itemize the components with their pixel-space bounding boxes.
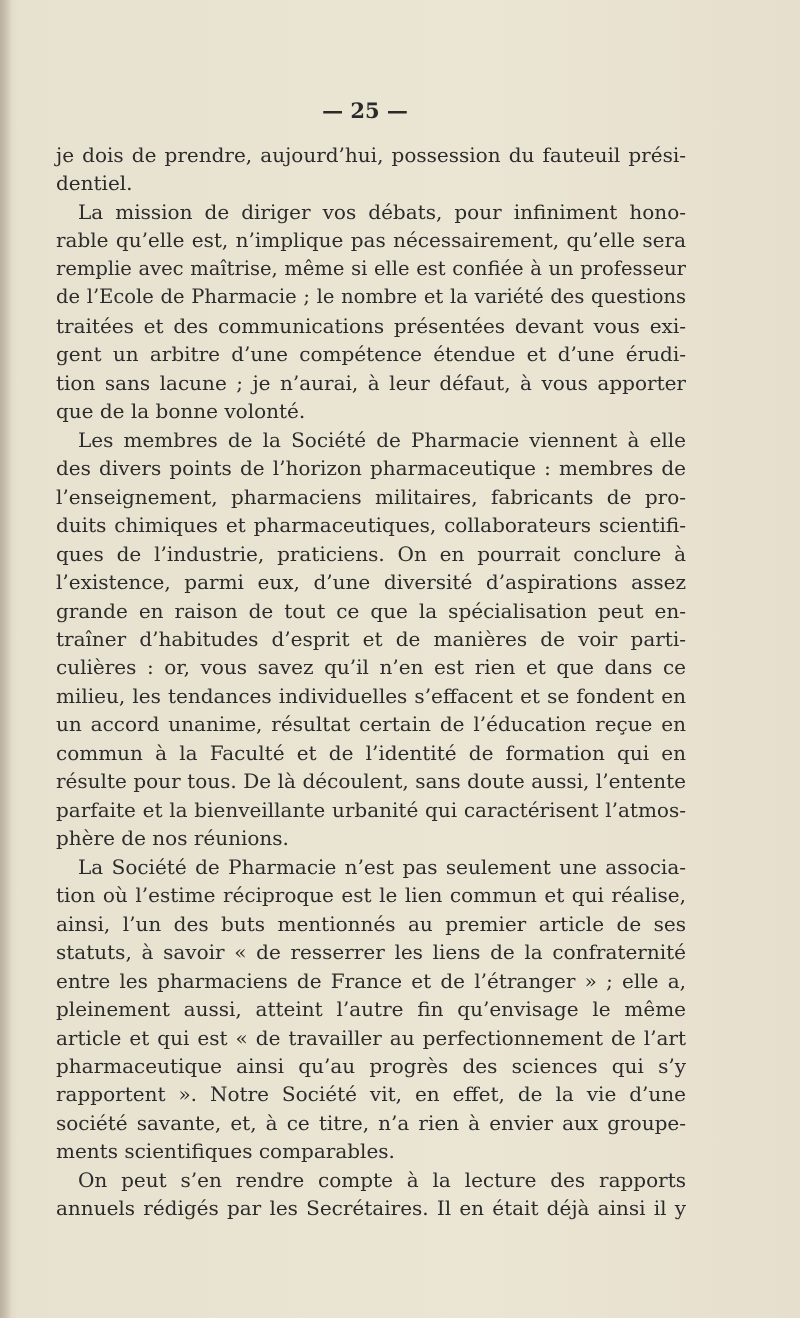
text-line: culières : or, vous savez qu’il n’en est rien et que dans ce <box>56 655 686 680</box>
text-line: l’enseignement, pharmaciens militaires, fabricants de pro- <box>56 484 686 509</box>
text-line: Les membres de la Société de Pharmacie viennent à elle <box>78 427 686 452</box>
text-line: dentiel. <box>56 171 133 196</box>
text-line: article et qui est « de travailler au perfectionnement de l’art <box>56 1025 686 1050</box>
text-line: entre les pharmaciens de France et de l’étranger » ; elle a, <box>56 968 686 993</box>
text-line: l’existence, parmi eux, d’une diversité d’aspirations assez <box>56 570 686 595</box>
text-line: tion sans lacune ; je n’aurai, à leur défaut, à vous apporter <box>56 370 686 395</box>
text-line: de l’Ecole de Pharmacie ; le nombre et la variété des questions <box>56 285 686 309</box>
text-line: remplie avec maîtrise, même si elle est confiée à un professeur <box>56 256 686 280</box>
body-text <box>56 141 686 1223</box>
text-line: milieu, les tendances individuelles s’effacent et se fondent en <box>56 683 686 708</box>
text-line: traitées et des communications présentées devant vous exi- <box>56 313 686 338</box>
text-line: traîner d’habitudes d’esprit et de manières de voir parti- <box>56 626 686 651</box>
text-line: pleinement aussi, atteint l’autre fin qu’envisage le même <box>56 997 686 1022</box>
text-line: que de la bonne volonté. <box>56 399 306 424</box>
page-edge-shadow <box>0 0 12 1318</box>
text-line: rapportent ». Notre Société vit, en effet, de la vie d’une <box>56 1082 686 1107</box>
text-line: commun à la Faculté et de l’identité de formation qui en <box>56 740 686 765</box>
text-line: On peut s’en rendre compte à la lecture des rapports <box>78 1167 686 1192</box>
text-line: phère de nos réunions. <box>56 826 289 851</box>
text-line: ments scientifiques comparables. <box>56 1139 395 1164</box>
text-line: gent un arbitre d’une compétence étendue et d’une érudi- <box>56 342 686 367</box>
text-line: je dois de prendre, aujourd’hui, possession du fauteuil prési- <box>56 143 686 167</box>
text-line: parfaite et la bienveillante urbanité qui caractérisent l’atmos- <box>56 797 686 822</box>
text-line: annuels rédigés par les Secrétaires. Il en était déjà ainsi il y <box>56 1196 686 1221</box>
text-line: tion où l’estime réciproque est le lien commun et qui réalise, <box>56 883 686 908</box>
text-line: La Société de Pharmacie n’est pas seulement une associa- <box>78 854 686 879</box>
text-line: pharmaceutique ainsi qu’au progrès des sciences qui s’y <box>56 1054 686 1078</box>
text-line: statuts, à savoir « de resserrer les liens de la confraternité <box>56 940 686 965</box>
text-line: La mission de diriger vos débats, pour infiniment hono- <box>78 199 686 224</box>
text-line: ques de l’industrie, praticiens. On en pourrait conclure à <box>56 541 686 566</box>
text-line: rable qu’elle est, n’implique pas nécessairement, qu’elle sera <box>56 228 686 253</box>
text-line: des divers points de l’horizon pharmaceutique : membres de <box>56 456 686 481</box>
text-line: ainsi, l’un des buts mentionnés au premier article de ses <box>56 911 686 936</box>
text-line: société savante, et, à ce titre, n’a rien à envier aux groupe- <box>56 1110 686 1135</box>
text-line: un accord unanime, résultat certain de l’éducation reçue en <box>56 712 686 737</box>
text-line: duits chimiques et pharmaceutiques, collaborateurs scientifi- <box>56 513 686 538</box>
text-line: résulte pour tous. De là découlent, sans doute aussi, l’entente <box>56 769 686 794</box>
page-number: — 25 — <box>322 98 408 123</box>
text-line: grande en raison de tout ce que la spécialisation peut en- <box>56 598 686 623</box>
